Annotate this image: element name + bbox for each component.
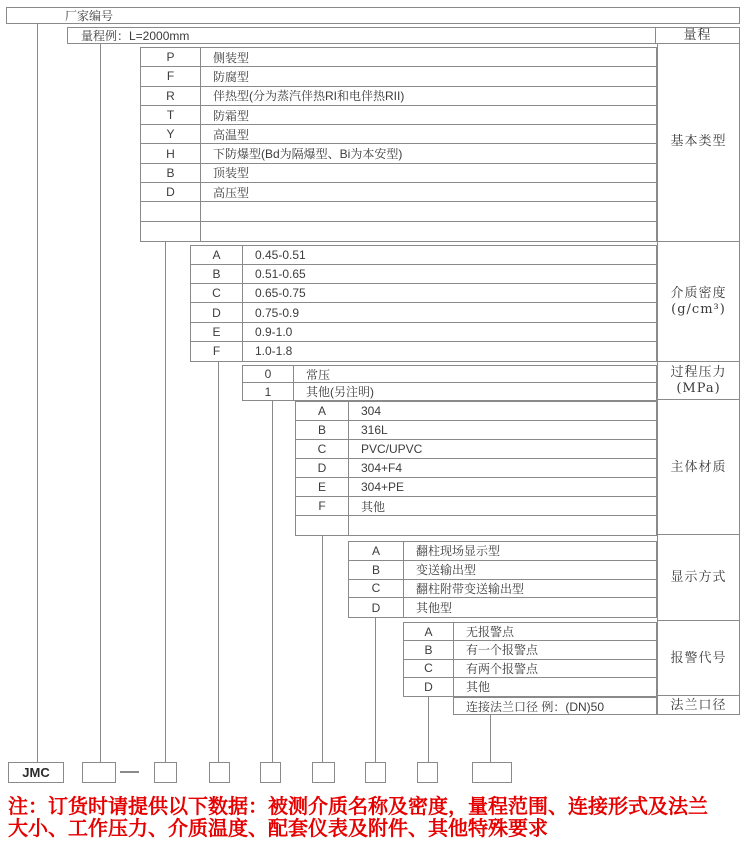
label-display-mode-text: 显示方式 [670,570,727,586]
desc-cell: 其他 [361,499,386,514]
order-note-line1: 注：订货时请提供以下数据：被测介质名称及密度，量程范围、连接形式及法兰 [8,796,708,818]
table-row [349,561,656,580]
table-row [191,342,656,361]
code-cell: B [141,164,201,182]
code-cell: C [191,284,243,302]
code-cell: F [296,497,349,515]
code-cell [296,516,349,535]
code-cell: D [296,459,349,477]
table-row [141,87,656,106]
code-box-range [82,762,116,783]
label-body-material-text: 主体材质 [670,459,727,475]
code-cell: P [141,48,201,66]
code-cell: C [349,580,404,598]
process-pressure-table [242,365,657,401]
table-row [141,144,656,163]
desc-cell: 0.9-1.0 [255,324,293,339]
table-row [296,497,656,516]
table-row-empty [296,516,656,535]
label-process-pressure [658,362,739,401]
code-cell [141,222,201,241]
desc-cell: 其他型 [416,601,453,616]
desc-cell: 防腐型 [213,69,250,84]
connector-line-basic-type [165,241,166,762]
table-row [141,183,656,202]
desc-cell: 有一个报警点 [466,643,539,658]
code-cell: C [404,660,454,677]
label-alarm-code-text: 报警代号 [670,650,727,666]
desc-cell: 常压 [306,367,331,382]
display-mode-table [348,541,657,618]
connector-line-range [100,43,101,762]
desc-cell: PVC/UPVC [361,442,423,456]
connector-line-material [322,535,323,762]
desc-cell: 下防爆型(Bd为隔爆型、Bi为本安型) [213,147,403,162]
table-row [296,402,656,421]
code-cell: B [349,561,404,579]
label-body-material [658,400,739,535]
code-cell: D [349,598,404,617]
code-cell: F [191,342,243,361]
label-flange-size [658,696,739,714]
desc-cell: 无报警点 [466,625,515,640]
table-row [243,383,656,400]
code-cell: R [141,87,201,105]
model-prefix-box [8,762,64,783]
label-basic-type-text: 基本类型 [670,134,727,150]
table-row [141,48,656,67]
code-cell: 1 [243,383,294,400]
desc-cell: 304+PE [361,480,405,494]
label-basic-type [658,43,739,242]
desc-cell: 侧装型 [213,50,250,65]
table-row [404,678,656,696]
code-cell: D [404,678,454,696]
code-box-density [209,762,230,783]
code-cell: A [191,246,243,264]
desc-cell: 0.51-0.65 [255,267,306,282]
table-row [191,284,656,303]
code-cell [141,202,201,220]
desc-cell: 304 [361,404,382,418]
connector-line-alarm [428,696,429,762]
table-row [296,440,656,459]
desc-cell: 防霜型 [213,108,250,123]
label-medium-density [658,242,739,362]
desc-cell: 316L [361,423,388,437]
range-category-label: 量程 [655,28,739,43]
code-cell: H [141,144,201,162]
label-medium-density-unit: (g/cm³) [671,301,726,317]
table-row-empty [141,202,656,221]
table-row [349,580,656,599]
code-cell: B [296,421,349,439]
desc-cell: 304+F4 [361,461,403,475]
dash-separator [120,771,139,773]
table-row [296,459,656,478]
code-cell: D [141,183,201,201]
code-cell: B [404,641,454,658]
desc-cell: 顶装型 [213,166,250,181]
order-note-line2: 大小、工作压力、介质温度、配套仪表及附件、其他特殊要求 [8,818,548,840]
category-label-column [657,43,740,715]
factory-code-label: 厂家编号 [65,9,114,23]
desc-cell: 0.75-0.9 [255,305,300,320]
table-row [404,623,656,641]
table-row [404,660,656,678]
medium-density-table [190,245,657,362]
code-box-display [365,762,386,783]
desc-cell: 其他 [466,680,491,695]
desc-cell: 连接法兰口径 例：(DN)50 [466,699,605,714]
desc-cell: 0.45-0.51 [255,248,306,263]
code-box-pressure [260,762,281,783]
table-row [349,598,656,617]
alarm-code-table [403,622,657,697]
code-cell: A [349,542,404,560]
desc-cell: 高压型 [213,185,250,200]
order-note [8,796,746,840]
table-row [454,698,656,714]
desc-cell: 0.65-0.75 [255,286,306,301]
table-row [296,421,656,440]
code-box-material [312,762,335,783]
code-cell: Y [141,125,201,143]
code-cell: F [141,67,201,85]
desc-cell: 高温型 [213,127,250,142]
connector-line-factory-code [37,23,38,762]
label-medium-density-text: 介质密度 [670,285,727,301]
connector-line-flange [490,714,491,762]
connector-line-density [218,361,219,762]
range-row [67,27,740,44]
flange-size-row [453,697,657,715]
table-row [243,366,656,383]
table-row-empty [141,222,656,241]
table-row [141,164,656,183]
code-cell: A [296,402,349,420]
body-material-table [295,401,657,536]
range-example: 量程例：L=2000mm [81,29,190,43]
desc-cell: 变送输出型 [416,563,477,578]
desc-cell: 翻柱现场显示型 [416,544,501,559]
table-row [349,542,656,561]
factory-code-box [6,7,740,24]
desc-cell: 1.0-1.8 [255,344,293,359]
desc-cell: 有两个报警点 [466,661,539,676]
label-flange-size-text: 法兰口径 [670,697,727,713]
code-box-basic-type [154,762,177,783]
basic-type-table [140,47,657,242]
label-process-pressure-unit: (MPa) [676,381,721,396]
table-row [404,641,656,659]
label-display-mode [658,535,739,621]
code-box-flange [472,762,512,783]
code-cell: A [404,623,454,640]
code-cell: E [191,323,243,341]
code-cell: T [141,106,201,124]
code-box-alarm [417,762,438,783]
desc-cell: 伴热型(分为蒸汽伴热RI和电伴热RII) [213,89,405,104]
connector-line-display [375,617,376,762]
table-row [141,67,656,86]
code-cell: 0 [243,366,294,382]
table-row [296,478,656,497]
table-row [191,323,656,342]
table-row [191,265,656,284]
table-row [141,106,656,125]
model-prefix-text: JMC [22,765,50,780]
table-row [191,246,656,265]
desc-cell: 翻柱附带变送输出型 [416,581,525,596]
desc-cell: 其他(另注明) [306,385,374,399]
table-row [191,303,656,322]
label-process-pressure-text: 过程压力 [670,365,727,380]
connector-line-pressure [272,400,273,762]
table-row [141,125,656,144]
code-cell: D [191,303,243,321]
code-cell: B [191,265,243,283]
code-cell: C [296,440,349,458]
code-cell: E [296,478,349,496]
label-alarm-code [658,621,739,696]
